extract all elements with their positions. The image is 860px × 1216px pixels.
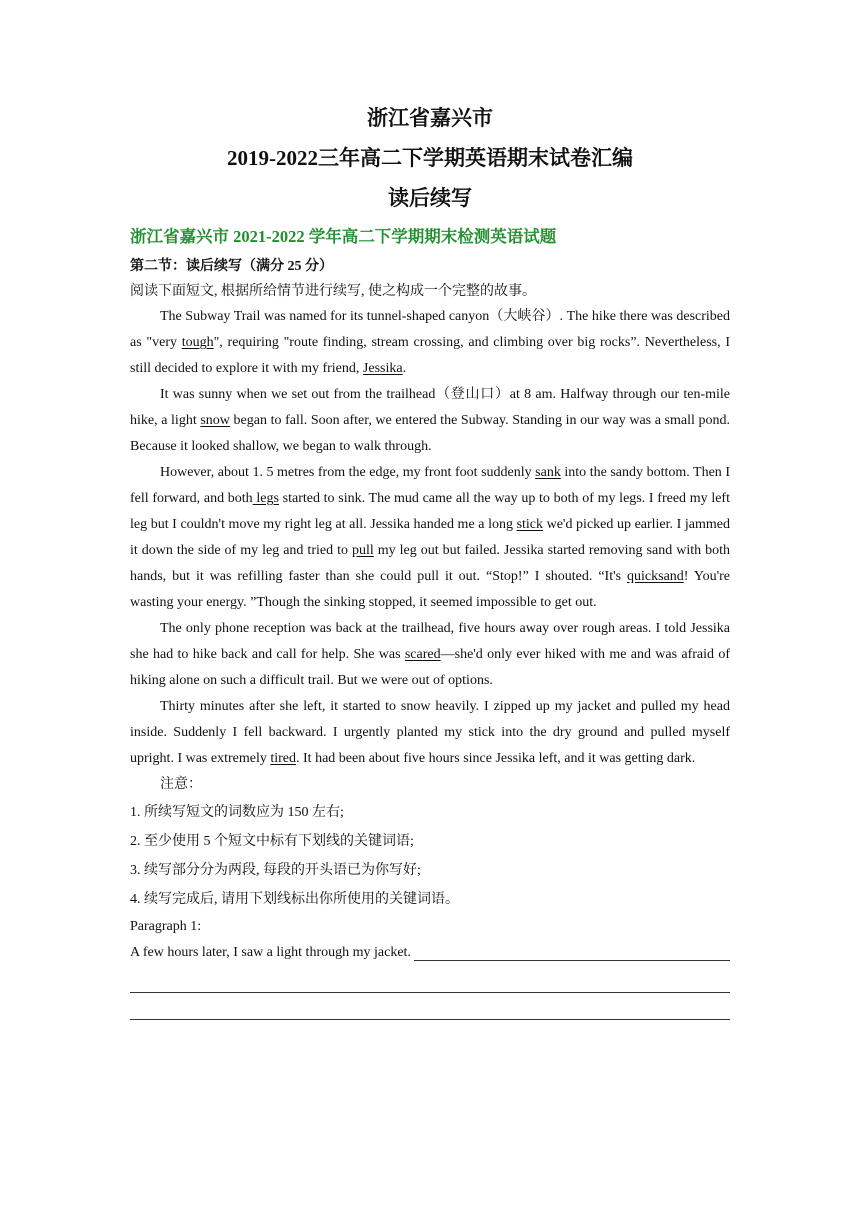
document-content (130, 100, 730, 1020)
text-run: —she'd only ever hiked with me and was afraid of hiking alone on such a difficult trail. But we were out of options. (130, 647, 730, 688)
text-run: into the sandy bottom. Then I fell forward, and both (130, 465, 731, 506)
title-region: 浙江省嘉兴市 (367, 106, 493, 130)
instruction-text: 阅读下面短文, 根据所给情节进行续写, 使之构成一个完整的故事。 (130, 284, 536, 299)
text-run: The only phone reception was back at the trailhead, five hours away over rough areas. I told Jessika she had to hike back and call for help. She was (130, 621, 730, 662)
note-item-4: 4. 续写完成后, 请用下划线标出你所使用的关键词语。 (130, 892, 459, 907)
keyword: scared (404, 647, 441, 662)
text-run: began to fall. Soon after, we entered the Subway. Standing in our way was a small pond. Because it looked shallow, we began to walk through. (130, 413, 730, 454)
title-exam-collection: 2019-2022三年高二下学期英语期末试卷汇编 (227, 146, 633, 170)
passage-paragraph-2 (130, 382, 730, 460)
text-run: However, about 1. 5 metres from the edge, my front foot suddenly (160, 465, 536, 480)
text-run: It was sunny when we set out from the trailhead（登山口）at 8 am. Halfway through our ten-mile hike, a light (130, 387, 730, 428)
text-run: started to sink. The mud came all the way up to both of my legs. I freed my left leg but I couldn't move my right leg at all. Jessika handed me a long (130, 491, 730, 532)
answer-blank[interactable] (414, 943, 730, 961)
text-run: The Subway Trail was named for its tunnel-shaped canyon（大峡谷）. The hike there was described as "very (130, 309, 730, 350)
section-heading: 第二节：读后续写（满分 25 分） (130, 259, 333, 274)
answer-line[interactable] (130, 993, 730, 1020)
exam-source-heading: 浙江省嘉兴市 2021-2022 学年高二下学期期末检测英语试题 (130, 227, 557, 246)
passage-paragraph-3 (130, 460, 730, 616)
keyword: stick (516, 517, 544, 532)
keyword: tired (270, 751, 297, 766)
passage-paragraph-5 (130, 694, 730, 772)
paragraph-label: Paragraph 1: (130, 919, 202, 934)
passage-paragraph-4 (130, 616, 730, 694)
text-run: we'd picked up earlier. I jammed it down the side of my leg and tried to (130, 517, 730, 558)
opening-sentence-line (130, 940, 730, 966)
keyword: pull (351, 543, 374, 558)
note-item-2: 2. 至少使用 5 个短文中标有下划线的关键词语; (130, 834, 414, 849)
text-run: Thirty minutes after she left, it started to snow heavily. I zipped up my jacket and pulled my head inside. Suddenly I fell backward. I urgently planted my stick into the dry ground and pulled myself upright. I was extremely (130, 699, 730, 766)
text-run: ", requiring "route finding, stream crossing, and climbing over big rocks”. Nevertheless, I still decided to explore it with my friend, (130, 335, 730, 376)
opening-sentence: A few hours later, I saw a light through my jacket. (130, 945, 411, 960)
text-run: . It had been about five hours since Jessika left, and it was getting dark. (296, 751, 696, 766)
answer-line[interactable] (130, 966, 730, 993)
text-run: ! You're wasting your energy. ”Though the sinking stopped, it seemed impossible to get out. (130, 569, 730, 610)
passage-paragraph-1 (130, 304, 730, 382)
keyword: snow (200, 413, 230, 428)
keyword: Jessika (362, 361, 403, 376)
keyword: sank (535, 465, 561, 480)
text-run: my leg out but failed. Jessika started removing sand with both hands, but it was refilling faster than she could pull it out. “Stop!” I shouted. “It's (130, 543, 730, 584)
keyword: tough (181, 335, 214, 350)
note-item-3: 3. 续写部分分为两段, 每段的开头语已为你写好; (130, 863, 421, 878)
notes-heading: 注意： (160, 777, 202, 792)
keyword: legs (252, 491, 279, 506)
title-section-type: 读后续写 (388, 186, 472, 210)
keyword: quicksand (627, 569, 684, 584)
note-item-1: 1. 所续写短文的词数应为 150 左右; (130, 805, 344, 820)
text-run: . (402, 361, 407, 376)
